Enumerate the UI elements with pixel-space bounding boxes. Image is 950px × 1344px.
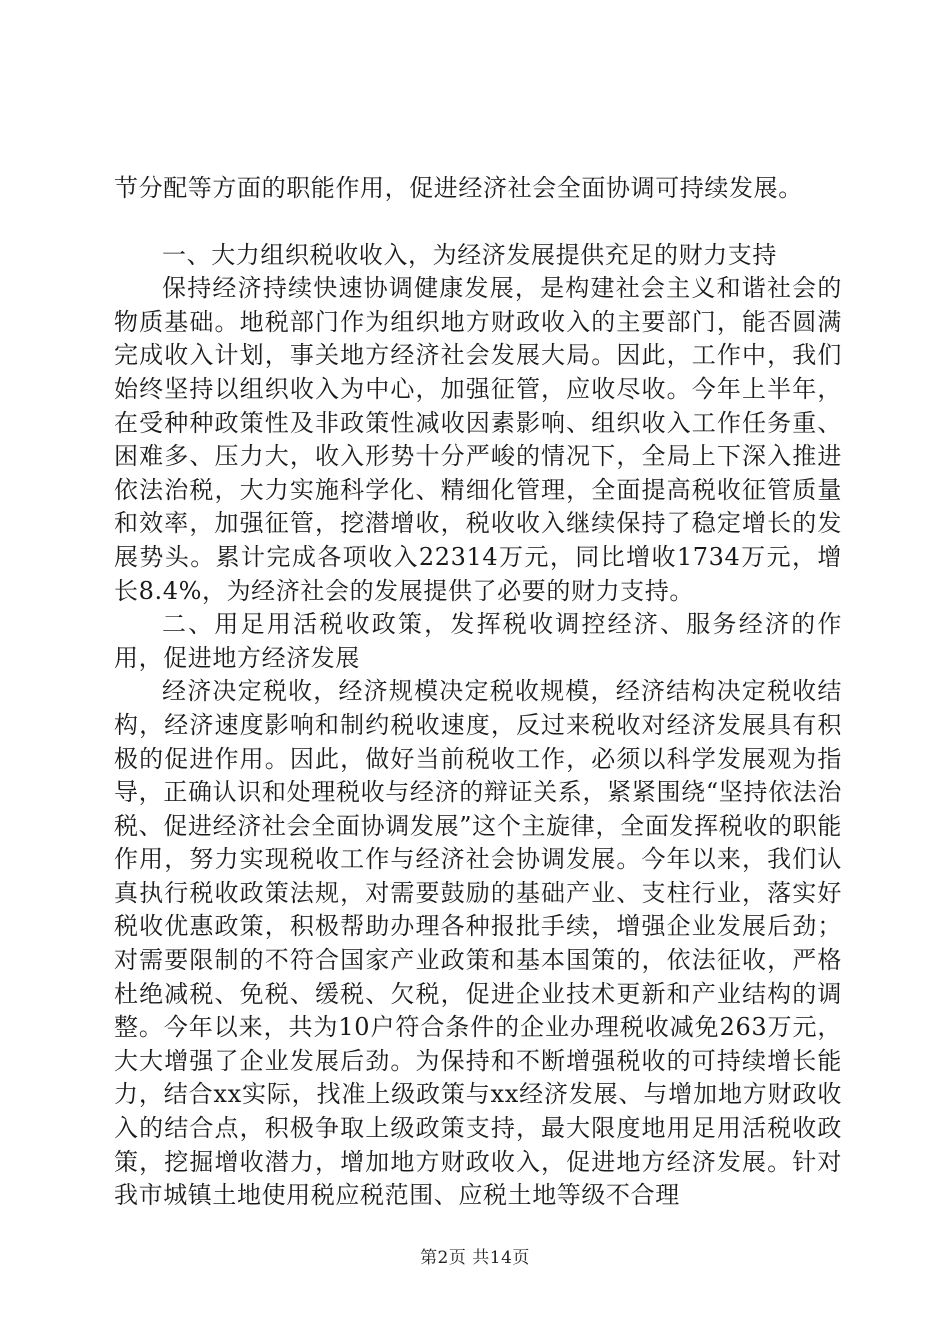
document-body xyxy=(114,172,842,1213)
paragraph-2: 经济决定税收，经济规模决定税收规模，经济结构决定税收结构，经济速度影响和制约税收速度，反过来税收对经济发展具有积极的促进作用。因此，做好当前税收工作，必须以科学发展观为指导，正确认识和处理税收与经济的辩证关系，紧紧围绕“坚持依法治税、促进经济社会全面协调发展”这个主旋律，全面发挥税收的职能作用，努力实现税收工作与经济社会协调发展。今年以来，我们认真执行税收政策法规，对需要鼓励的基础产业、支柱行业，落实好税收优惠政策，积极帮助办理各种报批手续，增强企业发展后劲；对需要限制的不符合国家产业政策和基本国策的，依法征收，严格杜绝减税、免税、缓税、欠税，促进企业技术更新和产业结构的调整。今年以来，共为10户符合条件的企业办理税收减免263万元，大大增强了企业发展后劲。为保持和不断增强税收的可持续增长能力，结合xx实际，找准上级政策与xx经济发展、与增加地方财政收入的结合点，积极争取上级政策支持，最大限度地用足用活税收政策，挖掘增收潜力，增加地方财政收入，促进地方经济发展。针对我市城镇土地使用税应税范围、应税土地等级不合理 xyxy=(114,677,842,1210)
section-heading-2: 二、用足用活税收政策，发挥税收调控经济、服务经济的作用，促进地方经济发展 xyxy=(114,610,842,672)
section-heading-1: 一、大力组织税收收入，为经济发展提供充足的财力支持 xyxy=(162,240,777,269)
lead-line: 节分配等方面的职能作用，促进经济社会全面协调可持续发展。 xyxy=(114,174,803,202)
paragraph-1: 保持经济持续快速协调健康发展，是构建社会主义和谐社会的物质基础。地税部门作为组织地方财政收入的主要部门，能否圆满完成收入计划，事关地方经济社会发展大局。因此，工作中，我们始终坚持以组织收入为中心，加强征管，应收尽收。今年上半年，在受种种政策性及非政策性减收因素影响、组织收入工作任务重、困难多、压力大，收入形势十分严峻的情况下，全局上下深入推进依法治税，大力实施科学化、精细化管理，全面提高税收征管质量和效率，加强征管，挖潜增收，税收收入继续保持了稳定增长的发展势头。累计完成各项收入22314万元，同比增收1734万元，增长8.4%，为经济社会的发展提供了必要的财力支持。 xyxy=(114,274,842,605)
page-footer: 第2页 共14页 xyxy=(420,1248,530,1268)
